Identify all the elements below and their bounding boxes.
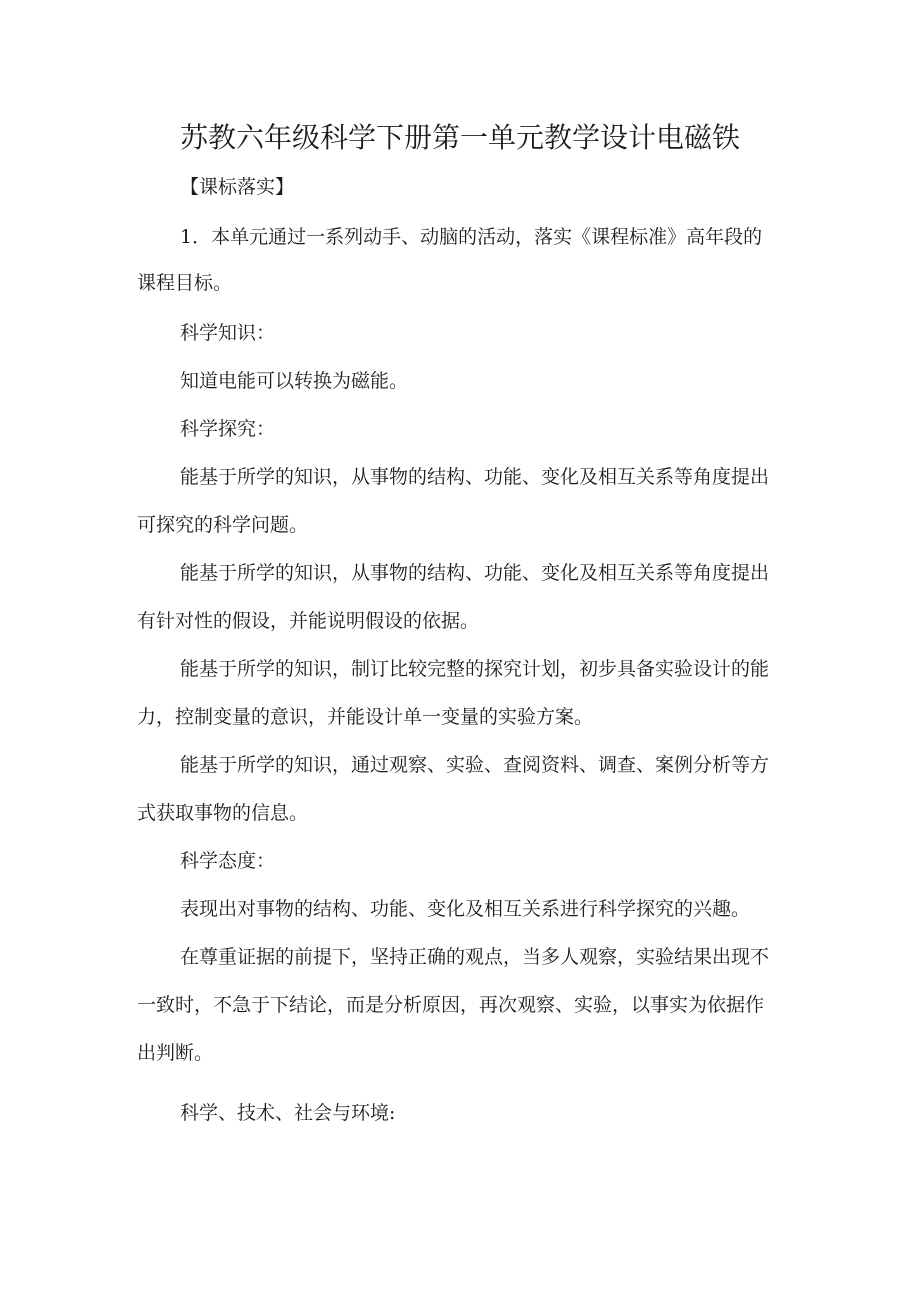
paragraph-line: 能基于所学的知识，通过观察、实验、查阅资料、调查、案例分析等方	[180, 754, 770, 776]
paragraph-line: 表现出对事物的结构、功能、变化及相互关系进行科学探究的兴趣。	[180, 898, 751, 920]
section-heading: 【课标落实】	[180, 176, 295, 198]
paragraph-line: 一致时，不急于下结论，而是分析原因，再次观察、实验，以事实为依据作	[137, 994, 765, 1016]
paragraph-line: 能基于所学的知识，从事物的结构、功能、变化及相互关系等角度提出	[180, 562, 770, 584]
document-title: 苏教六年级科学下册第一单元教学设计电磁铁	[179, 121, 740, 154]
paragraph-line: 力，控制变量的意识，并能设计单一变量的实验方案。	[137, 706, 594, 728]
subheading-inquiry: 科学探究：	[180, 418, 276, 440]
subheading-knowledge: 科学知识：	[180, 322, 276, 344]
paragraph-line: 有针对性的假设，并能说明假设的依据。	[137, 610, 480, 632]
paragraph-line: 出判断。	[137, 1042, 214, 1064]
paragraph-line: 知道电能可以转换为磁能。	[180, 370, 409, 392]
paragraph-line: 1．本单元通过一系列动手、动脑的活动，落实《课程标准》高年段的	[180, 226, 763, 248]
paragraph-line: 式获取事物的信息。	[137, 802, 309, 824]
paragraph-line: 能基于所学的知识，制订比较完整的探究计划，初步具备实验设计的能	[180, 658, 770, 680]
paragraph-line: 能基于所学的知识，从事物的结构、功能、变化及相互关系等角度提出	[180, 466, 770, 488]
paragraph-line: 可探究的科学问题。	[137, 514, 309, 536]
paragraph-line: 课程目标。	[137, 272, 233, 294]
subheading-attitude: 科学态度：	[180, 850, 276, 872]
paragraph-line: 在尊重证据的前提下，坚持正确的观点，当多人观察，实验结果出现不	[180, 946, 770, 968]
subheading-sts: 科学、技术、社会与环境:	[180, 1102, 396, 1124]
